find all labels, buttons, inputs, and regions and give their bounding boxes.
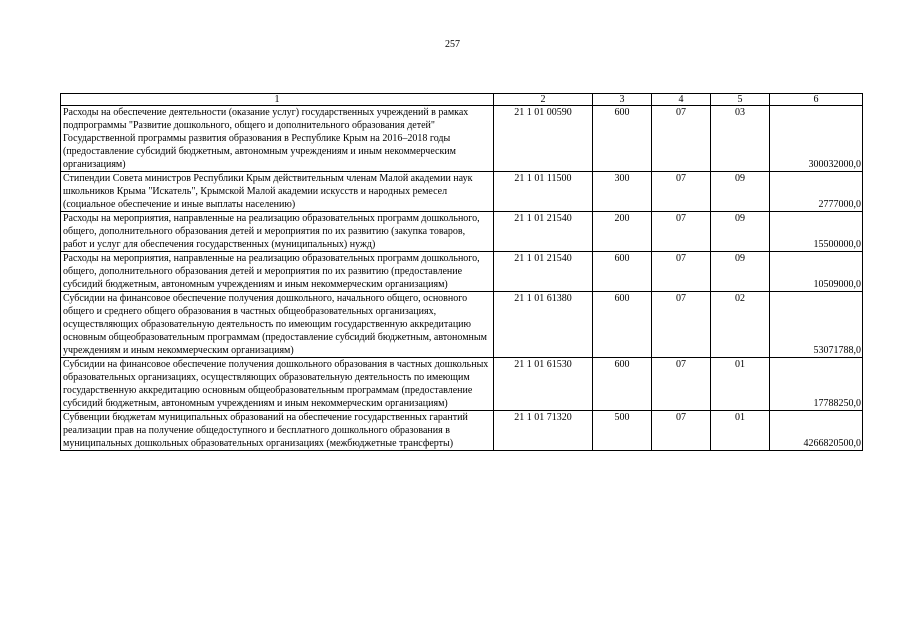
- row-expense-type: 200: [593, 212, 652, 252]
- row-subsection: 01: [711, 358, 770, 411]
- row-section: 07: [652, 358, 711, 411]
- table-row: [61, 212, 863, 252]
- row-target-code: 21 1 01 11500: [494, 172, 593, 212]
- column-header: 5: [711, 94, 770, 106]
- row-description: Субсидии на финансовое обеспечение получения дошкольного образования в частных дошкольных образовательных организациях, осуществляющих образовательную деятельность по имеющим государственную аккредитацию основным общеобразовательным программам (предоставление субсидий бюджетным, автономным учреждениям и иным некоммерческим организациям): [61, 358, 494, 411]
- row-subsection: 09: [711, 252, 770, 292]
- table-row: [61, 172, 863, 212]
- row-subsection: 03: [711, 106, 770, 172]
- row-amount: 4266820500,0: [770, 411, 863, 451]
- row-subsection: 01: [711, 411, 770, 451]
- row-section: 07: [652, 172, 711, 212]
- column-header: 3: [593, 94, 652, 106]
- row-section: 07: [652, 411, 711, 451]
- row-amount: 15500000,0: [770, 212, 863, 252]
- table-row: [61, 252, 863, 292]
- row-target-code: 21 1 01 21540: [494, 212, 593, 252]
- column-header: 1: [61, 94, 494, 106]
- row-target-code: 21 1 01 00590: [494, 106, 593, 172]
- row-subsection: 02: [711, 292, 770, 358]
- row-amount: 17788250,0: [770, 358, 863, 411]
- row-amount: 2777000,0: [770, 172, 863, 212]
- row-description: Расходы на мероприятия, направленные на реализацию образовательных программ дошкольного, общего, дополнительного образования детей и мероприятия по их развитию (предоставление субсидий бюджетным, автономным учреждениям и иным некоммерческим организациям): [61, 252, 494, 292]
- row-expense-type: 600: [593, 106, 652, 172]
- row-amount: 53071788,0: [770, 292, 863, 358]
- table-row: [61, 292, 863, 358]
- page-number: 257: [445, 39, 460, 50]
- row-subsection: 09: [711, 212, 770, 252]
- row-section: 07: [652, 252, 711, 292]
- row-description: Стипендии Совета министров Республики Крым действительным членам Малой академии наук школьников Крыма "Искатель", Крымской Малой академии искусств и народных ремесел (социальное обеспечение и иные выплаты населению): [61, 172, 494, 212]
- row-description: Субвенции бюджетам муниципальных образований на обеспечение государственных гарантий реализации прав на получение общедоступного и бесплатного дошкольного образования в муниципальных дошкольных образовательных организациях (межбюджетные трансферты): [61, 411, 494, 451]
- row-subsection: 09: [711, 172, 770, 212]
- row-expense-type: 500: [593, 411, 652, 451]
- table-row: [61, 358, 863, 411]
- row-target-code: 21 1 01 21540: [494, 252, 593, 292]
- row-section: 07: [652, 212, 711, 252]
- table-row: [61, 411, 863, 451]
- table-row: [61, 106, 863, 172]
- row-expense-type: 600: [593, 358, 652, 411]
- table-header-row: [61, 94, 863, 106]
- row-target-code: 21 1 01 71320: [494, 411, 593, 451]
- row-description: Субсидии на финансовое обеспечение получения дошкольного, начального общего, основного общего и среднего общего образования в частных общеобразовательных организациях, осуществляющих образовательную деятельность по имеющим государственную аккредитацию основным общеобразовательным программам (предоставление субсидий бюджетным, автономным учреждениям и иным некоммерческим организациям): [61, 292, 494, 358]
- row-expense-type: 300: [593, 172, 652, 212]
- budget-table: [60, 93, 863, 451]
- row-amount: 300032000,0: [770, 106, 863, 172]
- row-expense-type: 600: [593, 292, 652, 358]
- row-description: Расходы на мероприятия, направленные на реализацию образовательных программ дошкольного, общего, дополнительного образования детей и мероприятия по их развитию (закупка товаров, работ и услуг для обеспечения государственных (муниципальных) нужд): [61, 212, 494, 252]
- row-section: 07: [652, 292, 711, 358]
- column-header: 6: [770, 94, 863, 106]
- row-target-code: 21 1 01 61380: [494, 292, 593, 358]
- row-expense-type: 600: [593, 252, 652, 292]
- row-target-code: 21 1 01 61530: [494, 358, 593, 411]
- row-section: 07: [652, 106, 711, 172]
- column-header: 4: [652, 94, 711, 106]
- column-header: 2: [494, 94, 593, 106]
- row-amount: 10509000,0: [770, 252, 863, 292]
- row-description: Расходы на обеспечение деятельности (оказание услуг) государственных учреждений в рамках подпрограммы "Развитие дошкольного, общего и дополнительного образования детей" Государственной программы развития образования в Республике Крым на 2016–2018 годы (предоставление субсидий бюджетным, автономным учреждениям и иным некоммерческим организациям): [61, 106, 494, 172]
